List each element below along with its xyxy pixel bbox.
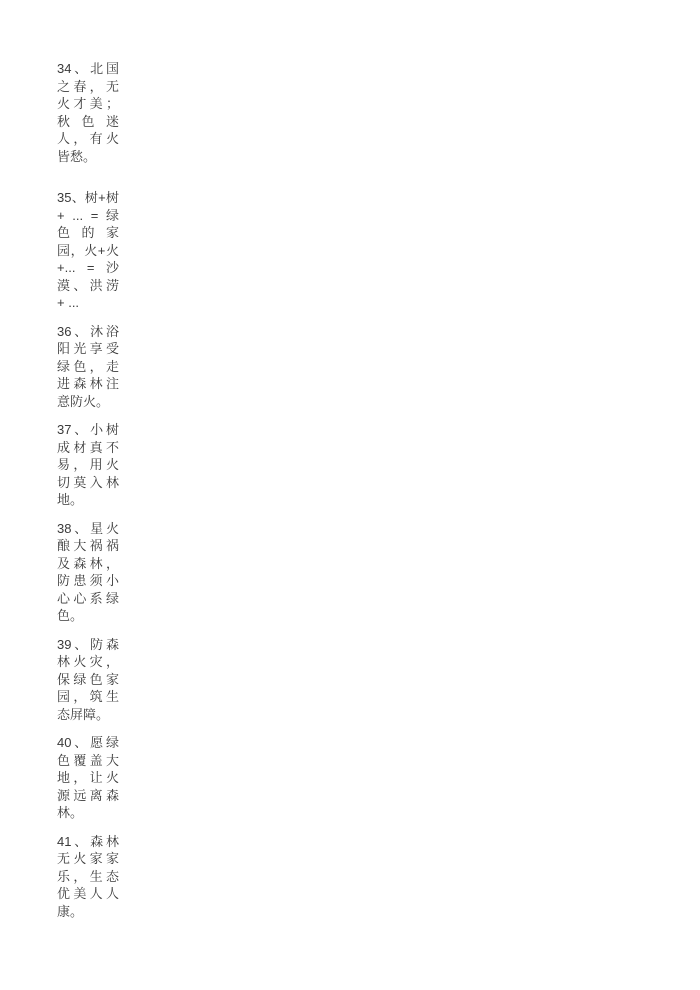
paragraph-item-37: 37、小树成材真不易，用火切莫入林地。: [57, 422, 119, 507]
paragraph-item-35: 35、树+树+ ... = 绿色的家园，火+火+... = 沙漠、洪涝 + ...: [57, 190, 119, 310]
paragraph-item-36: 36、沐浴阳光享受绿色，走进森林注意防火。: [57, 323, 119, 409]
paragraph-item-39: 39、防森林火灾，保绿色家园，筑生态屏障。: [57, 636, 119, 722]
paragraph-item-41: 41、森林无火家家乐，生态优美人人康。: [57, 833, 119, 919]
paragraph-item-40: 40、愿绿色覆盖大地，让火源远离森林。: [57, 735, 119, 820]
paragraph-item-34: 34、北国之春，无火才美；秋色迷人，有火皆愁。: [57, 61, 119, 164]
text-column: [57, 60, 119, 920]
paragraph-item-38: 38、星火酿大祸祸及森林，防患须小心心系绿色。: [57, 520, 119, 623]
